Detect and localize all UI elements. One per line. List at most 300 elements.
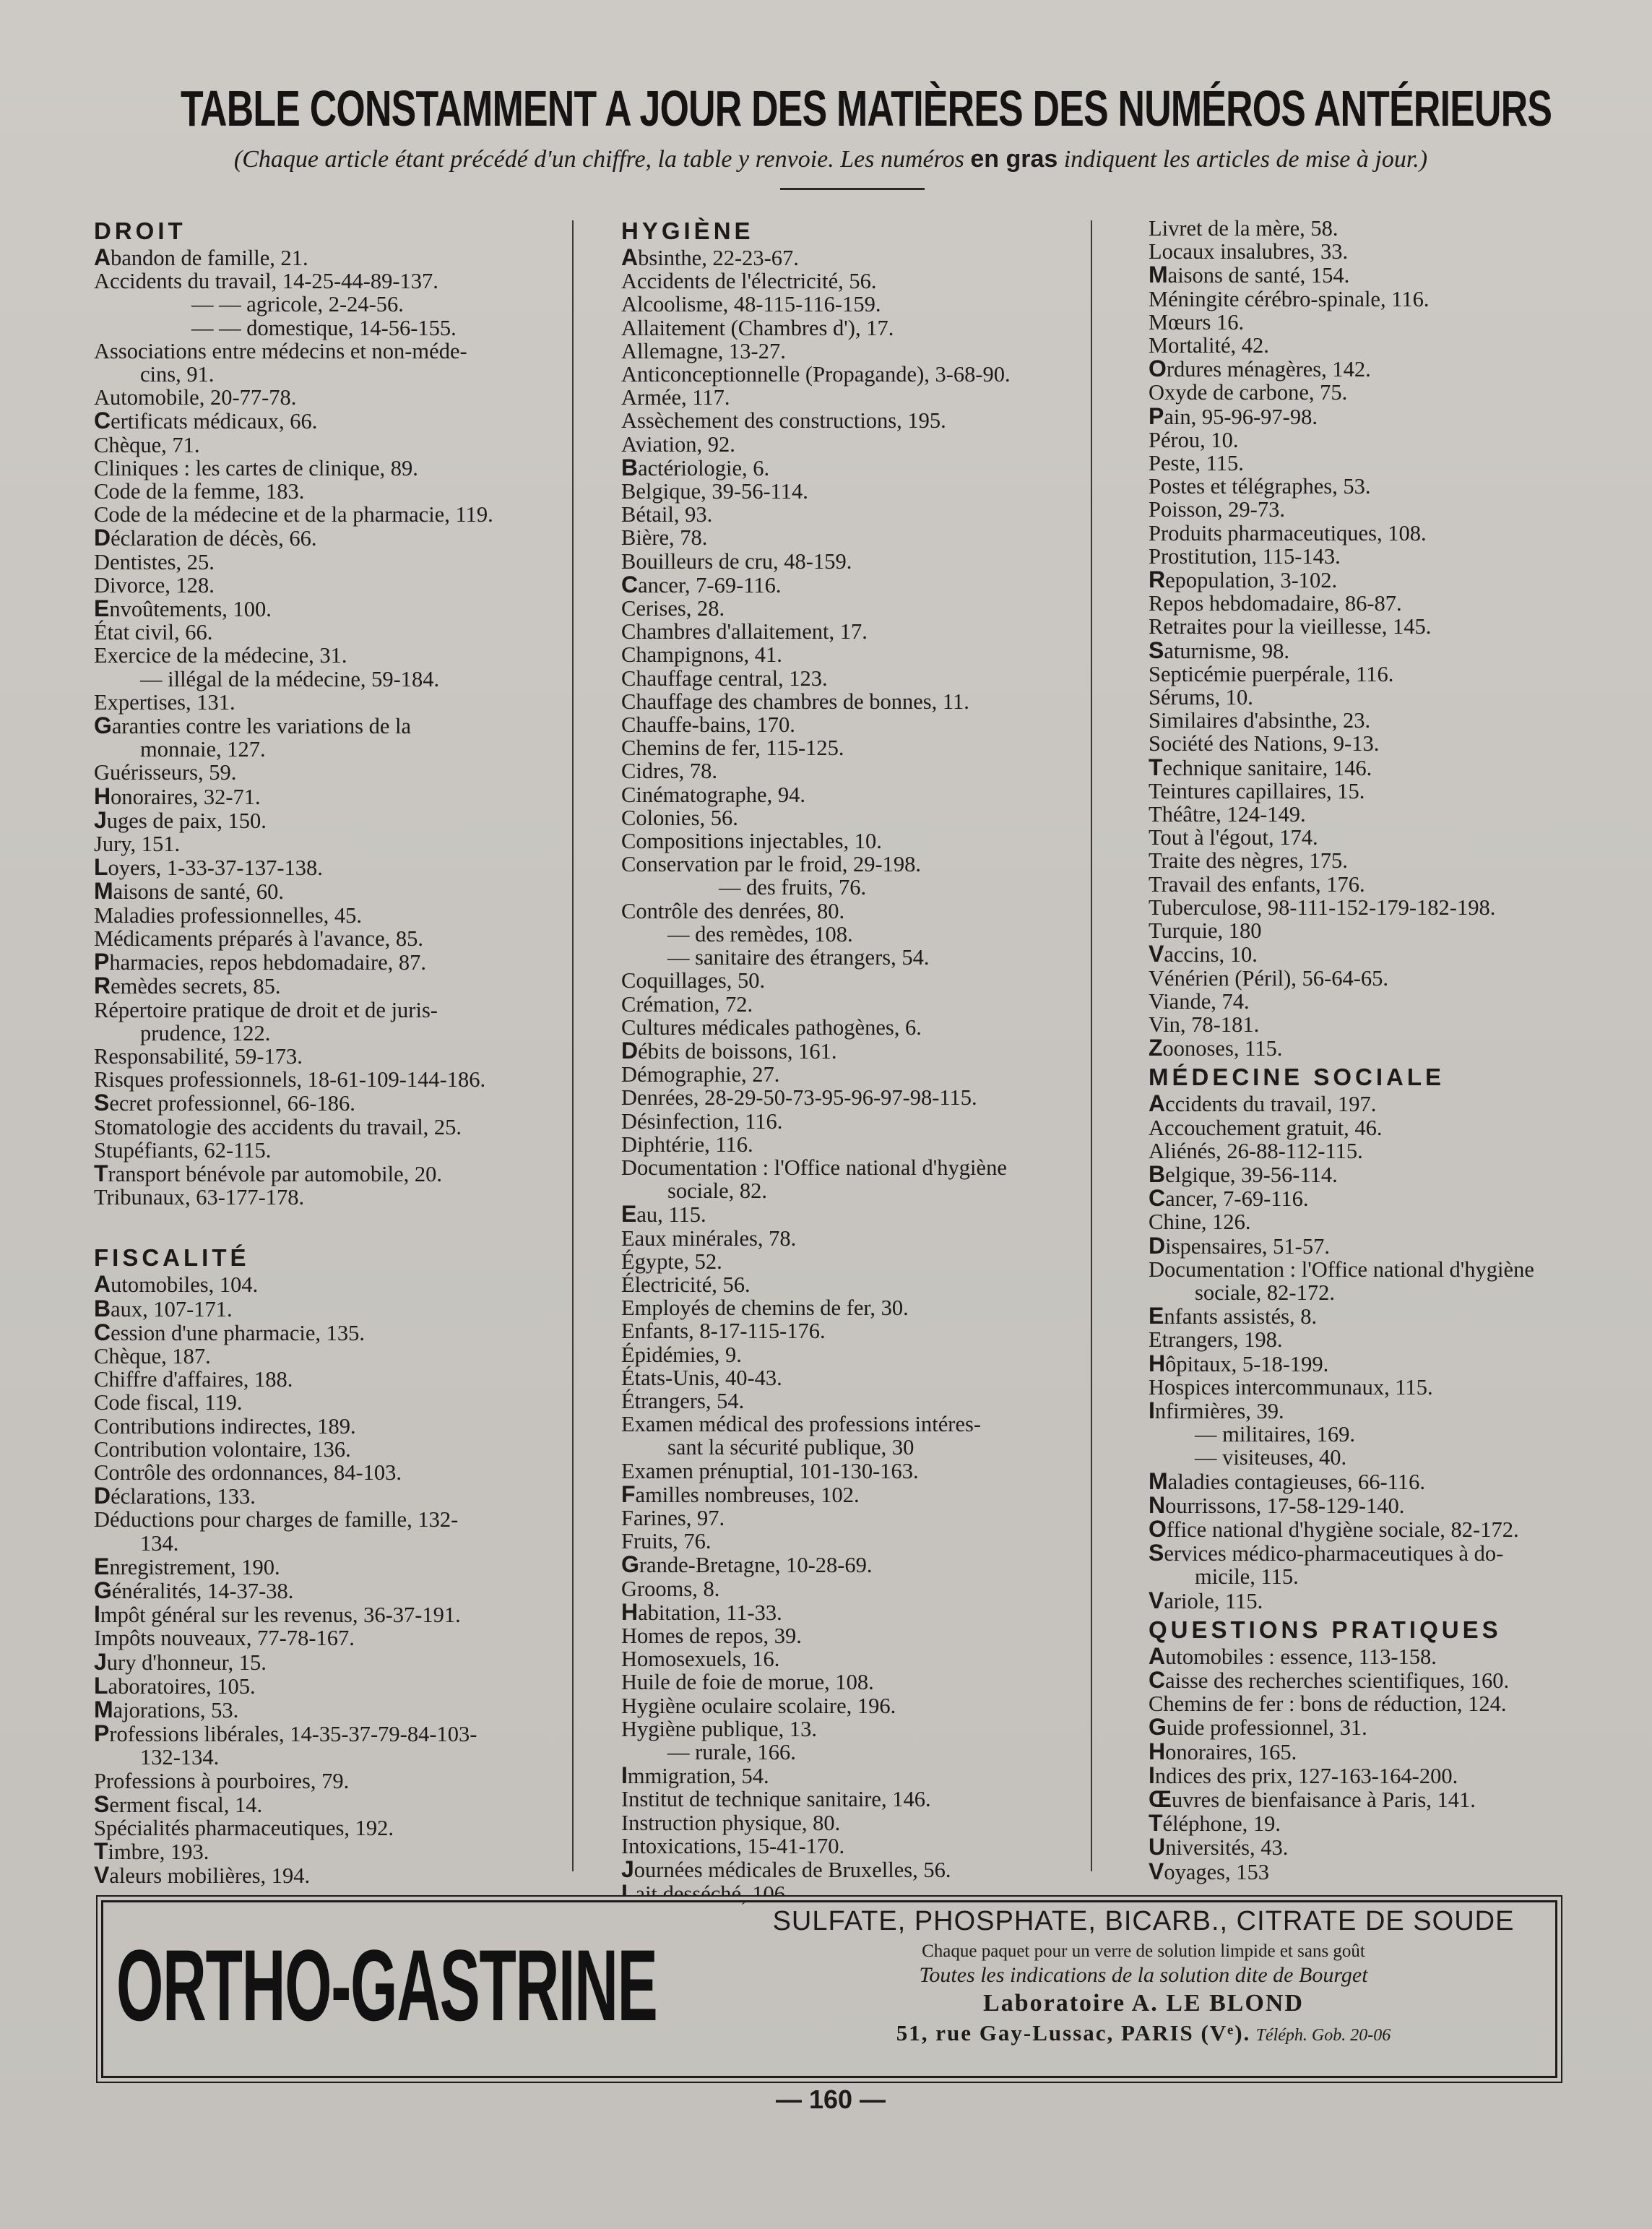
entry-initial: D bbox=[1149, 1232, 1166, 1259]
entry-text: accins, 10. bbox=[1164, 942, 1258, 967]
index-entry bbox=[94, 597, 556, 621]
entry-text: — visiteuses, 40. bbox=[1195, 1445, 1347, 1470]
index-entry bbox=[621, 667, 1084, 690]
index-entry bbox=[1149, 756, 1611, 780]
index-entry bbox=[1149, 967, 1611, 990]
entry-text: Diphtérie, 116. bbox=[621, 1131, 753, 1157]
index-entry bbox=[94, 1415, 556, 1438]
entry-text: ain, 95-96-97-98. bbox=[1164, 404, 1318, 429]
entry-text: Risques professionnels, 18-61-109-144-186. bbox=[94, 1067, 486, 1092]
index-entry bbox=[1149, 1399, 1611, 1423]
entry-text: mpôt général sur les revenus, 36-37-191. bbox=[100, 1603, 461, 1628]
column-divider-1 bbox=[572, 220, 574, 1871]
entry-text: utomobiles, 104. bbox=[111, 1272, 259, 1298]
entry-initial: D bbox=[94, 525, 111, 551]
index-entry bbox=[94, 1816, 556, 1840]
entry-text: echnique sanitaire, 146. bbox=[1162, 755, 1372, 780]
index-entry bbox=[1149, 452, 1611, 475]
entry-text: — militaires, 169. bbox=[1195, 1422, 1355, 1447]
entry-text: ecret professionnel, 66-186. bbox=[109, 1091, 355, 1116]
entry-text: Assèchement des constructions, 195. bbox=[621, 408, 946, 434]
page-subtitle bbox=[108, 143, 1553, 176]
entry-text: Denrées, 28-29-50-73-95-96-97-98-115. bbox=[621, 1085, 977, 1111]
index-entry bbox=[1149, 1013, 1611, 1036]
index-entry bbox=[94, 1461, 556, 1484]
index-entry bbox=[621, 1273, 1084, 1296]
entry-text: Turquie, 180 bbox=[1149, 918, 1262, 944]
index-entry bbox=[94, 621, 556, 644]
entry-initial: R bbox=[94, 973, 111, 999]
entry-text: Anticonceptionnelle (Propagande), 3-68-90. bbox=[621, 362, 1011, 387]
index-entry bbox=[94, 270, 556, 293]
section-heading: FISCALITÉ bbox=[94, 1244, 250, 1272]
entry-initial: I bbox=[1149, 1397, 1155, 1423]
index-entry bbox=[621, 573, 1084, 597]
entry-text: harmacies, repos hebdomadaire, 87. bbox=[109, 950, 427, 975]
entry-text: Mortalité, 42. bbox=[1149, 333, 1269, 358]
index-entry bbox=[621, 270, 1084, 293]
index-entry bbox=[1149, 1644, 1611, 1668]
index-entry bbox=[1149, 1328, 1611, 1351]
entry-text: Code de la médecine et de la pharmacie, 119. bbox=[94, 502, 493, 527]
index-entry bbox=[1149, 826, 1611, 849]
entry-text: Postes et télégraphes, 53. bbox=[1149, 474, 1371, 499]
entry-text: Chauffage central, 123. bbox=[621, 665, 828, 691]
index-entry bbox=[621, 1202, 1084, 1226]
index-entry bbox=[621, 1366, 1084, 1389]
entry-text: Allaitement (Chambres d'), 17. bbox=[621, 315, 894, 340]
ad-phone: Téléph. Gob. 20-06 bbox=[1255, 2026, 1391, 2045]
entry-text: Spécialités pharmaceutiques, 192. bbox=[94, 1816, 394, 1840]
entry-text: oonoses, 115. bbox=[1162, 1036, 1283, 1061]
entry-text: Théâtre, 124-149. bbox=[1149, 802, 1306, 827]
index-entry bbox=[1149, 1116, 1611, 1139]
entry-initial: L bbox=[94, 854, 108, 881]
index-entry bbox=[621, 783, 1084, 806]
entry-initial: L bbox=[621, 1880, 636, 1907]
index-entry bbox=[621, 1834, 1084, 1858]
entry-text: elgique, 39-56-114. bbox=[1165, 1162, 1338, 1187]
entry-text: Vin, 78-181. bbox=[1149, 1012, 1260, 1037]
entry-text: Bouilleurs de cru, 48-159. bbox=[621, 548, 852, 574]
index-entry bbox=[1149, 498, 1611, 521]
index-entry bbox=[94, 1068, 556, 1091]
entry-text: Septicémie puerpérale, 116. bbox=[1149, 661, 1394, 686]
entry-text: micile, 115. bbox=[1195, 1564, 1299, 1590]
index-entry bbox=[1149, 311, 1611, 334]
index-entry bbox=[621, 1016, 1084, 1039]
index-entry bbox=[621, 1319, 1084, 1342]
entry-text: 134. bbox=[140, 1530, 179, 1556]
entry-text: Documentation : l'Office national d'hygiène bbox=[1149, 1256, 1534, 1282]
entry-initial: J bbox=[94, 806, 107, 833]
entry-text: Jury, 151. bbox=[94, 832, 181, 857]
entry-text: ervices médico-pharmaceutiques à do- bbox=[1164, 1541, 1504, 1566]
index-entry bbox=[621, 1764, 1084, 1788]
index-entry bbox=[94, 246, 556, 270]
index-entry bbox=[94, 1272, 556, 1296]
entry-text: Etrangers, 198. bbox=[1149, 1327, 1283, 1353]
entry-initial: V bbox=[94, 1862, 110, 1889]
index-entry bbox=[1149, 1668, 1611, 1692]
index-entry bbox=[94, 782, 556, 809]
entry-initial: F bbox=[621, 1480, 636, 1507]
index-entry bbox=[1149, 428, 1611, 452]
index-entry bbox=[1149, 1517, 1611, 1541]
page-number: — 160 — bbox=[775, 2084, 886, 2114]
index-entry bbox=[621, 456, 1084, 480]
index-entry bbox=[94, 691, 556, 714]
entry-text: Alcoolisme, 48-115-116-159. bbox=[621, 292, 881, 317]
index-entry bbox=[621, 946, 1084, 969]
entry-text: amilles nombreuses, 102. bbox=[635, 1482, 860, 1507]
index-entry bbox=[621, 1530, 1084, 1553]
entry-text: mmigration, 54. bbox=[627, 1764, 769, 1789]
entry-text: Impôts nouveaux, 77-78-167. bbox=[94, 1626, 355, 1651]
entry-initial: E bbox=[621, 1201, 637, 1228]
entry-text: Tribunaux, 63-177-178. bbox=[94, 1185, 305, 1210]
index-entry bbox=[94, 761, 556, 784]
entry-initial: V bbox=[1149, 1858, 1164, 1884]
index-entry bbox=[621, 620, 1084, 643]
index-entry bbox=[94, 974, 556, 998]
entry-text: Homosexuels, 16. bbox=[621, 1647, 780, 1672]
entry-text: aisse des recherches scientifiques, 160. bbox=[1165, 1668, 1510, 1693]
index-entry bbox=[621, 713, 1084, 736]
entry-text: Belgique, 39-56-114. bbox=[621, 479, 808, 504]
entry-text: — — domestique, 14-56-155. bbox=[191, 315, 457, 340]
entry-text: nregistrement, 190. bbox=[109, 1554, 280, 1579]
ad-details bbox=[739, 1902, 1548, 2049]
entry-text: epopulation, 3-102. bbox=[1165, 568, 1338, 593]
entry-text: Chauffe-bains, 170. bbox=[621, 712, 795, 738]
entry-text: Cerises, 28. bbox=[621, 596, 725, 621]
entry-text: Employés de chemins de fer, 30. bbox=[621, 1295, 909, 1321]
entry-text: Retraites pour la vieillesse, 145. bbox=[1149, 614, 1432, 639]
index-entry bbox=[94, 1555, 556, 1579]
entry-text: Institut de technique sanitaire, 146. bbox=[621, 1787, 931, 1812]
index-entry bbox=[94, 1626, 556, 1650]
entry-text: aboratoires, 105. bbox=[108, 1673, 256, 1699]
index-entry bbox=[1149, 522, 1611, 545]
entry-text: Bière, 78. bbox=[621, 525, 708, 551]
index-entry bbox=[94, 1603, 556, 1626]
entry-text: Chemins de fer : bons de réduction, 124. bbox=[1149, 1691, 1507, 1717]
index-entry bbox=[621, 1577, 1084, 1600]
index-entry bbox=[1149, 545, 1611, 568]
subtitle-text-a: (Chaque article étant précédé d'un chiffre, la table y renvoie. Les numéros bbox=[233, 146, 971, 173]
entry-text: — rurale, 166. bbox=[667, 1740, 796, 1764]
index-entry bbox=[621, 409, 1084, 432]
entry-text: Mœurs 16. bbox=[1149, 309, 1245, 335]
entry-initial: G bbox=[94, 712, 112, 739]
entry-initial: P bbox=[94, 1720, 110, 1747]
entry-text: au, 115. bbox=[636, 1202, 706, 1228]
index-entry bbox=[94, 1674, 556, 1698]
index-entry bbox=[94, 409, 556, 433]
entry-initial: B bbox=[94, 1295, 111, 1322]
entry-text: Viande, 74. bbox=[1149, 988, 1250, 1014]
index-entry bbox=[94, 855, 556, 879]
entry-text: Compositions injectables, 10. bbox=[621, 829, 882, 854]
index-entry bbox=[1149, 1352, 1611, 1376]
index-entry bbox=[94, 1484, 556, 1508]
index-entry bbox=[94, 293, 556, 316]
entry-text: ait desséché, 106. bbox=[635, 1881, 791, 1907]
index-entry bbox=[1149, 780, 1611, 803]
entry-initial: T bbox=[94, 1160, 108, 1186]
index-entry bbox=[1149, 1423, 1611, 1446]
index-entry bbox=[621, 1039, 1084, 1063]
entry-text: Aliénés, 26-88-112-115. bbox=[1149, 1138, 1363, 1163]
entry-text: utomobiles : essence, 113-158. bbox=[1165, 1644, 1437, 1669]
entry-text: Code fiscal, 119. bbox=[94, 1390, 243, 1415]
entry-text: Chemins de fer, 115-125. bbox=[621, 736, 844, 761]
entry-text: Stomatologie des accidents du travail, 25. bbox=[94, 1114, 462, 1139]
index-entry bbox=[94, 386, 556, 409]
entry-text: rofessions libérales, 14-35-37-79-84-103- bbox=[109, 1722, 477, 1747]
entry-initial: V bbox=[1149, 1587, 1164, 1613]
index-entry bbox=[621, 340, 1084, 363]
index-entry bbox=[94, 1391, 556, 1414]
index-entry bbox=[1149, 1234, 1611, 1258]
index-entry bbox=[94, 1368, 556, 1391]
entry-initial: A bbox=[94, 244, 111, 270]
entry-initial: A bbox=[1149, 1090, 1166, 1117]
entry-text: Eaux minérales, 78. bbox=[621, 1225, 797, 1251]
index-entry bbox=[621, 736, 1084, 759]
index-entry bbox=[94, 1532, 556, 1555]
entry-text: Accidents de l'électricité, 56. bbox=[621, 269, 877, 294]
entry-text: Similaires d'absinthe, 23. bbox=[1149, 708, 1371, 733]
index-entry bbox=[621, 386, 1084, 409]
index-entry bbox=[1149, 568, 1611, 592]
index-entry bbox=[94, 1579, 556, 1603]
index-entry bbox=[1149, 1160, 1611, 1187]
index-entry bbox=[94, 1746, 556, 1769]
entry-text: prudence, 122. bbox=[140, 1020, 271, 1045]
entry-text: Tuberculose, 98-111-152-179-182-198. bbox=[1149, 894, 1496, 920]
index-entry bbox=[1149, 1715, 1611, 1739]
index-entry bbox=[1149, 1139, 1611, 1163]
index-entry bbox=[621, 1647, 1084, 1670]
entry-initial: J bbox=[94, 1648, 107, 1675]
index-entry bbox=[94, 1438, 556, 1461]
index-entry bbox=[94, 1769, 556, 1793]
entry-text: rande-Bretagne, 10-28-69. bbox=[639, 1553, 873, 1578]
entry-text: monnaie, 127. bbox=[140, 737, 266, 762]
entry-text: abitation, 11-33. bbox=[638, 1600, 782, 1625]
index-entry bbox=[1149, 1740, 1611, 1764]
title-divider bbox=[780, 188, 925, 190]
index-entry bbox=[1149, 709, 1611, 732]
entry-initial: B bbox=[621, 454, 639, 480]
index-entry bbox=[1149, 1835, 1611, 1859]
entry-text: oyages, 153 bbox=[1164, 1859, 1270, 1884]
index-entry bbox=[94, 1722, 556, 1746]
section-heading: QUESTIONS PRATIQUES bbox=[1149, 1616, 1502, 1643]
entry-initial: A bbox=[621, 244, 639, 270]
entry-initial: C bbox=[621, 571, 639, 598]
index-entry bbox=[621, 1553, 1084, 1577]
entry-text: ébits de boissons, 161. bbox=[638, 1038, 837, 1064]
index-entry bbox=[1149, 663, 1611, 686]
index-entry bbox=[1149, 1281, 1611, 1304]
index-entry bbox=[621, 1788, 1084, 1811]
entry-text: ury d'honneur, 15. bbox=[106, 1650, 267, 1675]
entry-initial: H bbox=[1149, 1350, 1166, 1376]
index-entry bbox=[1149, 1186, 1611, 1210]
entry-text: Stupéfiants, 62-115. bbox=[94, 1137, 272, 1163]
entry-text: Guérisseurs, 59. bbox=[94, 760, 237, 785]
entry-text: Automobile, 20-77-78. bbox=[94, 385, 297, 410]
entry-text: Professions à pourboires, 79. bbox=[94, 1768, 350, 1793]
entry-text: ourrissons, 17-58-129-140. bbox=[1165, 1493, 1405, 1518]
index-entry bbox=[1149, 732, 1611, 755]
index-entry bbox=[1149, 217, 1611, 240]
entry-initial: D bbox=[621, 1037, 639, 1064]
index-entry bbox=[621, 1296, 1084, 1319]
index-entry bbox=[621, 503, 1084, 526]
entry-initial: C bbox=[1149, 1185, 1166, 1212]
entry-text: Travail des enfants, 176. bbox=[1149, 871, 1365, 897]
entry-text: nfirmières, 39. bbox=[1154, 1398, 1284, 1423]
entry-text: ffice national d'hygiène sociale, 82-172. bbox=[1166, 1517, 1519, 1542]
entry-text: aranties contre les variations de la bbox=[111, 714, 412, 739]
entry-text: 132-134. bbox=[140, 1745, 220, 1770]
index-entry bbox=[94, 1345, 556, 1368]
entry-initial: C bbox=[94, 1319, 111, 1345]
subtitle-bold: en gras bbox=[970, 145, 1058, 173]
index-entry bbox=[94, 1698, 556, 1722]
entry-text: Locaux insalubres, 33. bbox=[1149, 239, 1349, 264]
section-heading: MÉDECINE SOCIALE bbox=[1149, 1064, 1445, 1091]
index-entry bbox=[1149, 1692, 1611, 1715]
entry-text: ession d'une pharmacie, 135. bbox=[111, 1320, 366, 1345]
index-entry bbox=[621, 1133, 1084, 1156]
index-entry bbox=[94, 1297, 556, 1321]
ad-brand-name: ORTHO-GASTRINE bbox=[116, 1928, 657, 2042]
index-entry bbox=[1149, 896, 1611, 919]
index-entry bbox=[94, 1091, 556, 1115]
index-entry bbox=[621, 1858, 1084, 1881]
entry-initial: G bbox=[94, 1577, 112, 1603]
index-entry bbox=[621, 1741, 1084, 1764]
entry-text: Grooms, 8. bbox=[621, 1576, 720, 1601]
entry-text: cins, 91. bbox=[140, 362, 215, 387]
entry-text: Expertises, 131. bbox=[94, 689, 235, 715]
entry-initial: A bbox=[94, 1271, 111, 1298]
entry-initial: I bbox=[1149, 1762, 1155, 1788]
index-entry bbox=[94, 1790, 556, 1817]
index-entry bbox=[621, 853, 1084, 876]
entry-text: nfants assistés, 8. bbox=[1164, 1304, 1318, 1329]
entry-text: aux, 107-171. bbox=[111, 1296, 233, 1322]
index-entry bbox=[94, 1116, 556, 1139]
entry-initial: G bbox=[1149, 1714, 1167, 1741]
subtitle-text-b: indiquent les articles de mise à jour.) bbox=[1058, 146, 1428, 173]
entry-text: emèdes secrets, 85. bbox=[111, 974, 281, 999]
index-entry bbox=[1149, 1092, 1611, 1116]
index-entry bbox=[621, 316, 1084, 340]
entry-initial: Z bbox=[1149, 1035, 1163, 1061]
entry-text: actériologie, 6. bbox=[638, 455, 770, 480]
index-entry bbox=[621, 1110, 1084, 1133]
entry-text: ajorations, 53. bbox=[113, 1697, 239, 1723]
entry-text: Déductions pour charges de famille, 132- bbox=[94, 1507, 459, 1532]
entry-text: Associations entre médecins et non-méde- bbox=[94, 338, 467, 363]
index-entry bbox=[621, 900, 1084, 923]
entry-text: bandon de famille, 21. bbox=[111, 246, 308, 270]
index-entry bbox=[621, 1436, 1084, 1459]
entry-text: — — agricole, 2-24-56. bbox=[191, 292, 404, 317]
entry-text: Épidémies, 9. bbox=[621, 1342, 742, 1367]
entry-initial: A bbox=[1149, 1642, 1166, 1669]
entry-text: Exercice de la médecine, 31. bbox=[94, 643, 347, 668]
entry-text: Tout à l'égout, 174. bbox=[1149, 825, 1318, 850]
entry-text: Électricité, 56. bbox=[621, 1272, 751, 1297]
entry-text: Étrangers, 54. bbox=[621, 1388, 745, 1413]
index-entry bbox=[621, 246, 1084, 270]
index-entry bbox=[94, 434, 556, 457]
entry-text: Vénérien (Péril), 56-64-65. bbox=[1149, 965, 1389, 991]
index-entry bbox=[621, 690, 1084, 713]
index-entry bbox=[1149, 1258, 1611, 1281]
entry-text: Documentation : l'Office national d'hygiène bbox=[621, 1155, 1007, 1180]
entry-text: Peste, 115. bbox=[1149, 451, 1244, 476]
entry-text: Démographie, 27. bbox=[621, 1062, 780, 1087]
entry-text: — des fruits, 76. bbox=[719, 875, 867, 900]
ad-address-line bbox=[739, 2019, 1548, 2049]
index-entry bbox=[1149, 263, 1611, 287]
index-entry bbox=[94, 1162, 556, 1186]
index-entry bbox=[1149, 240, 1611, 263]
page-title: TABLE CONSTAMMENT A JOUR DES MATIÈRES DES NUMÉROS ANTÉRIEURS bbox=[181, 80, 1552, 137]
ad-indications: Toutes les indications de la solution dite de Bourget bbox=[919, 1963, 1368, 1987]
index-entry bbox=[94, 316, 556, 340]
index-entry bbox=[94, 1508, 556, 1531]
entry-initial: H bbox=[94, 782, 111, 809]
entry-text: Farines, 97. bbox=[621, 1505, 725, 1530]
entry-initial: C bbox=[94, 408, 111, 434]
index-entry bbox=[94, 806, 556, 833]
entry-text: Armée, 117. bbox=[621, 385, 730, 410]
entry-initial: E bbox=[1149, 1303, 1164, 1329]
entry-text: ournées médicales de Bruxelles, 56. bbox=[633, 1858, 951, 1883]
index-entry bbox=[621, 1179, 1084, 1202]
entry-text: Code de la femme, 183. bbox=[94, 479, 305, 504]
index-entry bbox=[1149, 686, 1611, 709]
index-entry bbox=[94, 574, 556, 597]
entry-text: Livret de la mère, 58. bbox=[1149, 216, 1339, 241]
index-entry bbox=[94, 1045, 556, 1068]
index-entry bbox=[94, 340, 556, 363]
index-entry bbox=[621, 1670, 1084, 1694]
index-entry bbox=[94, 1650, 556, 1674]
index-entry bbox=[621, 1413, 1084, 1436]
index-column-3 bbox=[1149, 217, 1611, 1884]
entry-text: Allemagne, 13-27. bbox=[621, 338, 786, 363]
index-entry bbox=[621, 433, 1084, 456]
entry-text: ndices des prix, 127-163-164-200. bbox=[1154, 1763, 1458, 1788]
entry-text: — sanitaire des étrangers, 54. bbox=[667, 945, 930, 970]
entry-text: ertificats médicaux, 66. bbox=[111, 409, 318, 434]
entry-initial: M bbox=[1149, 1467, 1168, 1494]
entry-text: Instruction physique, 80. bbox=[621, 1810, 841, 1835]
entry-text: Chambres d'allaitement, 17. bbox=[621, 619, 868, 644]
entry-text: aleurs mobilières, 194. bbox=[109, 1863, 311, 1889]
entry-initial: P bbox=[94, 949, 110, 975]
